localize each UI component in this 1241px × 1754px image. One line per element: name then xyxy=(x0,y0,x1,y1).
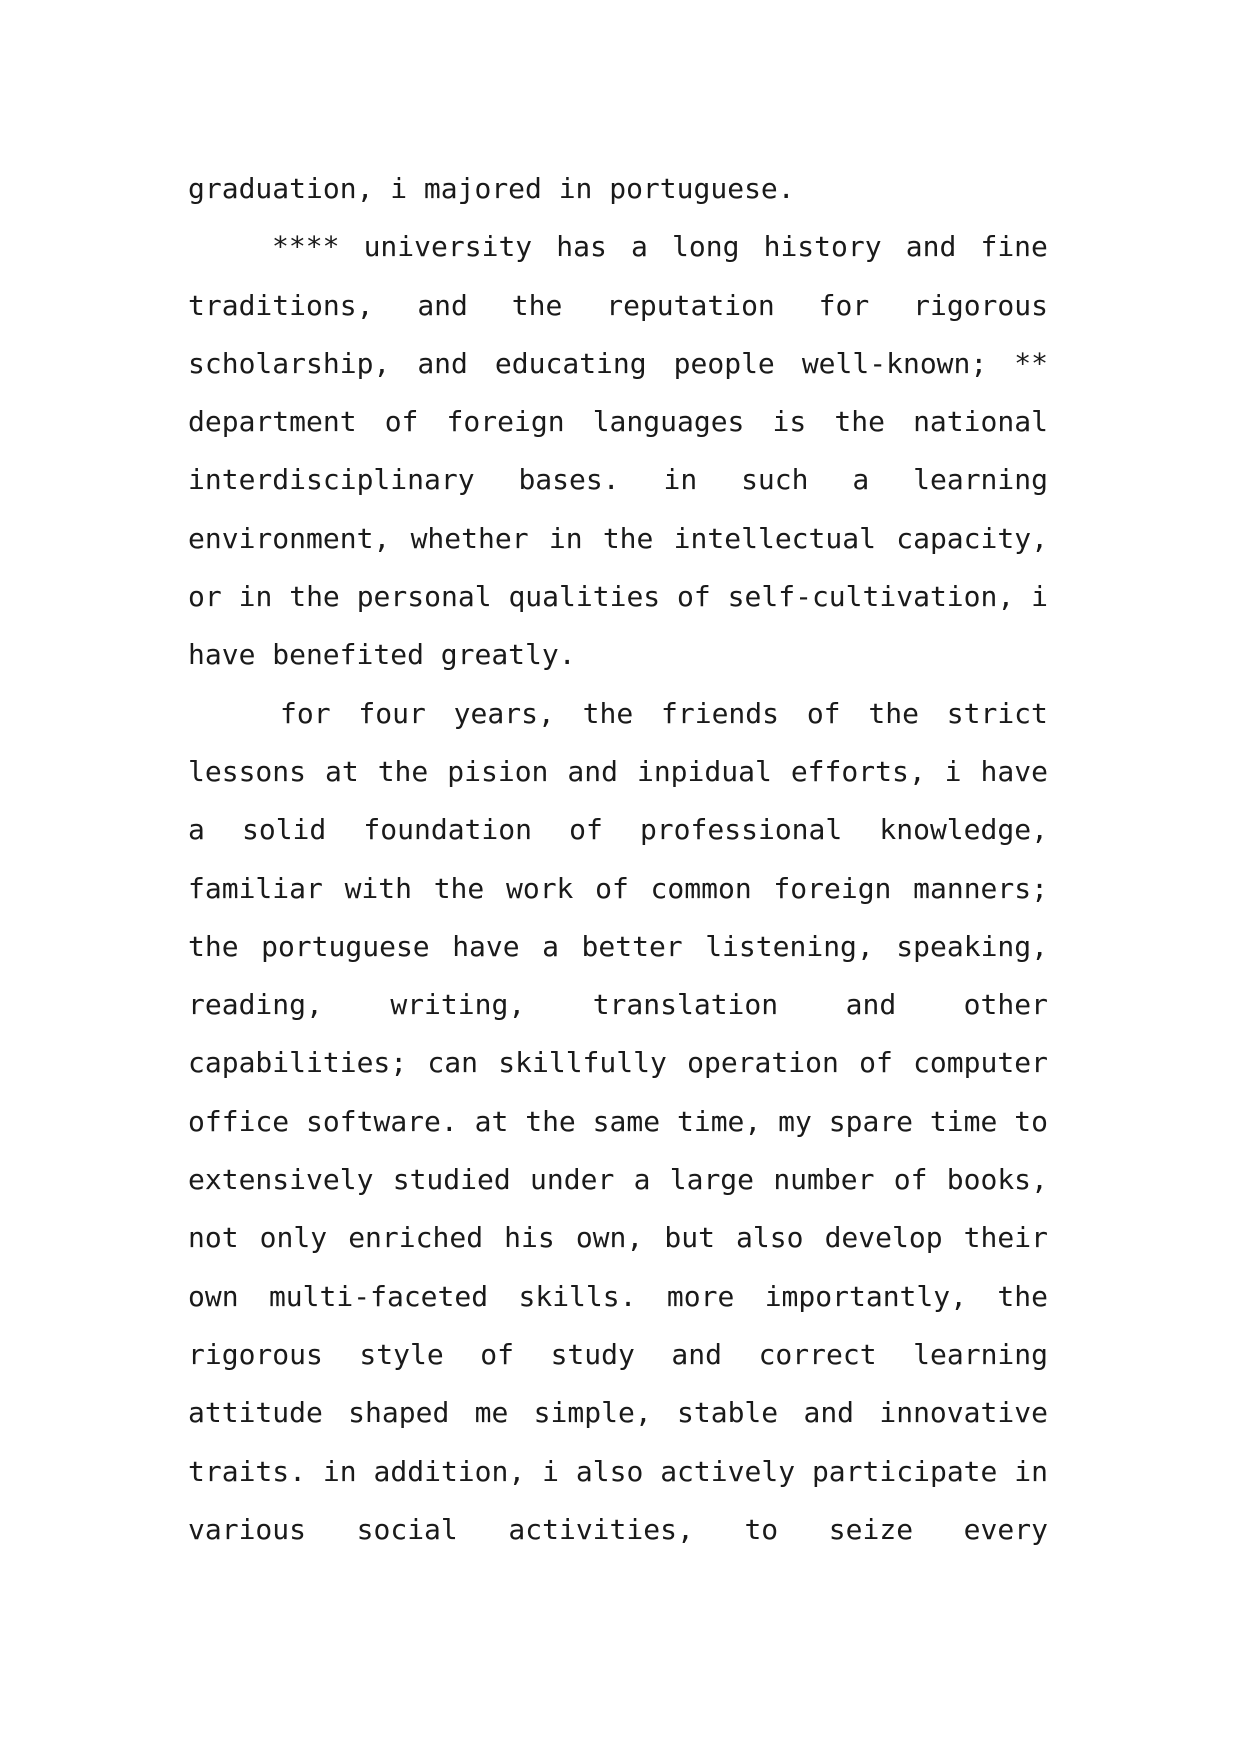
word: also xyxy=(575,1454,644,1488)
word: intellectual xyxy=(673,521,876,555)
word: i xyxy=(390,172,408,205)
word: writing, xyxy=(390,988,526,1022)
word: my xyxy=(778,1104,812,1138)
word: learning xyxy=(913,1337,1048,1371)
word: i xyxy=(944,754,962,788)
word: the xyxy=(868,696,919,730)
word: simple, xyxy=(533,1396,652,1430)
text-line xyxy=(188,976,1048,1034)
text-line xyxy=(188,393,1048,451)
word: four xyxy=(358,696,426,730)
word: have xyxy=(980,754,1048,788)
word: the xyxy=(433,871,485,905)
word: whether xyxy=(410,521,529,555)
word: style xyxy=(359,1337,444,1371)
text-line xyxy=(188,743,1048,801)
word: manners; xyxy=(913,871,1048,905)
word: the xyxy=(834,405,885,439)
text-line xyxy=(188,1209,1048,1267)
word: social xyxy=(356,1512,458,1546)
word: of xyxy=(859,1046,893,1080)
word: in xyxy=(663,463,698,497)
word: computer xyxy=(913,1046,1048,1080)
text-line xyxy=(188,1093,1048,1151)
word: such xyxy=(741,463,809,497)
word: university xyxy=(363,230,533,264)
word: activities, xyxy=(508,1512,694,1546)
word: stable xyxy=(677,1396,779,1430)
word: the xyxy=(582,696,634,730)
word: history xyxy=(763,230,882,264)
text-line xyxy=(188,918,1048,976)
word: have xyxy=(188,638,256,672)
text-line xyxy=(188,626,1048,684)
word: own, xyxy=(575,1221,644,1255)
word: professional xyxy=(639,813,843,847)
word: develop xyxy=(824,1221,943,1255)
word: to xyxy=(1014,1104,1048,1138)
text-line xyxy=(188,801,1048,859)
word: of xyxy=(384,405,419,439)
text-line xyxy=(188,160,1048,218)
word: and xyxy=(803,1396,855,1430)
word: qualities xyxy=(508,580,661,614)
word: the xyxy=(377,754,429,788)
word: has xyxy=(556,230,607,264)
word: solid xyxy=(241,813,327,847)
word: for xyxy=(818,288,870,322)
word: own xyxy=(188,1279,239,1313)
text-line xyxy=(188,335,1048,393)
word: and xyxy=(567,754,618,788)
word: but xyxy=(664,1221,715,1255)
word: a xyxy=(188,813,205,847)
word: greatly. xyxy=(440,638,576,672)
word: seize xyxy=(828,1512,914,1546)
word: addition, xyxy=(373,1454,526,1488)
word: operation xyxy=(687,1046,839,1080)
word: reputation xyxy=(606,288,775,322)
word: spare xyxy=(828,1104,914,1138)
word: to xyxy=(744,1512,779,1546)
text-line xyxy=(188,218,1048,276)
word: number xyxy=(773,1163,875,1197)
word: same xyxy=(592,1104,661,1138)
word: importantly, xyxy=(764,1279,967,1313)
word: in xyxy=(548,521,583,555)
word: and xyxy=(671,1337,722,1371)
word: strict xyxy=(946,696,1048,730)
word: and xyxy=(905,230,957,264)
word: educating xyxy=(494,346,647,380)
word: i xyxy=(1031,580,1048,614)
word: at xyxy=(474,1104,509,1138)
word: time xyxy=(929,1104,998,1138)
word: and xyxy=(417,288,468,322)
word: **** xyxy=(272,230,340,264)
word: the xyxy=(511,288,563,322)
word: traditions, xyxy=(188,288,374,322)
text-line xyxy=(188,1034,1048,1092)
word: foundation xyxy=(363,813,532,847)
word: of xyxy=(480,1337,514,1371)
word: better xyxy=(581,929,683,963)
word: only xyxy=(259,1221,328,1255)
word: interdisciplinary xyxy=(188,463,475,497)
word: studied xyxy=(392,1163,511,1197)
word: in xyxy=(322,1454,357,1488)
word: self-cultivation, xyxy=(727,580,1015,614)
word: more xyxy=(666,1279,735,1313)
word: also xyxy=(736,1221,804,1255)
word: the xyxy=(997,1279,1048,1313)
word: of xyxy=(595,871,629,905)
word: enriched xyxy=(348,1221,484,1255)
word: national xyxy=(913,405,1048,439)
word: with xyxy=(344,871,412,905)
text-line xyxy=(188,860,1048,918)
word: department xyxy=(188,405,357,439)
word: common xyxy=(650,871,752,905)
word: is xyxy=(772,405,807,439)
word: and xyxy=(417,346,468,380)
word: software. xyxy=(306,1104,458,1138)
word: extensively xyxy=(188,1163,374,1197)
word: portuguese. xyxy=(609,172,795,205)
word: well-known; xyxy=(801,346,988,380)
word: bases. xyxy=(518,463,620,497)
word: efforts, xyxy=(790,754,926,788)
word: a xyxy=(633,1163,651,1197)
word: rigorous xyxy=(188,1337,323,1371)
text-line xyxy=(188,1501,1048,1559)
word: knowledge, xyxy=(879,813,1048,847)
word: lessons xyxy=(188,754,307,788)
word: pision xyxy=(447,754,549,788)
word: environment, xyxy=(188,521,391,555)
word: the xyxy=(188,929,239,963)
word: the xyxy=(525,1104,576,1138)
word: ** xyxy=(1014,346,1048,380)
word: books, xyxy=(946,1163,1048,1197)
word: or xyxy=(188,580,222,614)
word: benefited xyxy=(272,638,424,672)
word: friends xyxy=(661,696,780,730)
word: familiar xyxy=(188,871,323,905)
word: in xyxy=(238,580,273,614)
word: foreign xyxy=(446,405,565,439)
word: long xyxy=(672,230,740,264)
text-line xyxy=(188,451,1048,509)
word: time, xyxy=(676,1104,762,1138)
word: their xyxy=(963,1221,1048,1255)
text-line xyxy=(188,510,1048,568)
word: listening, xyxy=(705,929,874,963)
word: the xyxy=(602,521,654,555)
word: reading, xyxy=(188,988,323,1022)
word: in xyxy=(1014,1454,1048,1488)
word: work xyxy=(505,871,574,905)
word: skills. xyxy=(518,1279,637,1313)
word: every xyxy=(963,1512,1048,1546)
word: correct xyxy=(758,1337,877,1371)
word: can xyxy=(427,1046,478,1080)
text-line xyxy=(188,1151,1048,1209)
word: and xyxy=(845,988,897,1022)
word: attitude xyxy=(188,1396,323,1430)
word: the xyxy=(289,580,340,614)
word: skillfully xyxy=(498,1046,667,1080)
word: not xyxy=(188,1221,239,1255)
word: capacity, xyxy=(896,521,1048,555)
word: learning xyxy=(913,463,1048,497)
word: actively xyxy=(660,1454,796,1488)
word: personal xyxy=(356,580,492,614)
text-line xyxy=(188,1384,1048,1442)
word: participate xyxy=(811,1454,998,1488)
word: me xyxy=(474,1396,509,1430)
word: a xyxy=(631,230,648,264)
word: of xyxy=(677,580,711,614)
word: inpidual xyxy=(636,754,772,788)
word: speaking, xyxy=(896,929,1048,963)
word: rigorous xyxy=(913,288,1048,322)
word: office xyxy=(188,1104,290,1138)
word: portuguese xyxy=(261,929,430,963)
word: traits. xyxy=(188,1454,307,1488)
word: languages xyxy=(592,405,745,439)
word: in xyxy=(558,172,593,205)
word: a xyxy=(852,463,870,497)
word: capabilities; xyxy=(188,1046,408,1080)
word: innovative xyxy=(879,1396,1048,1430)
word: years, xyxy=(453,696,555,730)
word: of xyxy=(893,1163,928,1197)
word: various xyxy=(188,1512,307,1546)
word: shaped xyxy=(348,1396,450,1430)
text-line xyxy=(188,568,1048,626)
word: large xyxy=(669,1163,755,1197)
word: fine xyxy=(980,230,1048,264)
word: his xyxy=(504,1221,555,1255)
word: foreign xyxy=(773,871,892,905)
word: of xyxy=(569,813,603,847)
word: i xyxy=(542,1454,559,1488)
word: multi-faceted xyxy=(268,1279,489,1313)
body-text xyxy=(188,160,1048,1559)
text-line xyxy=(188,1443,1048,1501)
text-line xyxy=(188,1268,1048,1326)
text-line xyxy=(188,685,1048,743)
word: people xyxy=(673,346,775,380)
word: scholarship, xyxy=(188,346,391,380)
word: have xyxy=(452,929,520,963)
word: graduation, xyxy=(188,172,374,205)
word: a xyxy=(542,929,559,963)
text-line xyxy=(188,277,1048,335)
word: for xyxy=(280,696,331,730)
word: majored xyxy=(423,172,542,205)
word: under xyxy=(530,1163,615,1197)
text-line xyxy=(188,1326,1048,1384)
word: of xyxy=(806,696,841,730)
word: at xyxy=(325,754,359,788)
word: other xyxy=(963,988,1048,1022)
word: translation xyxy=(592,988,779,1022)
word: study xyxy=(550,1337,635,1371)
